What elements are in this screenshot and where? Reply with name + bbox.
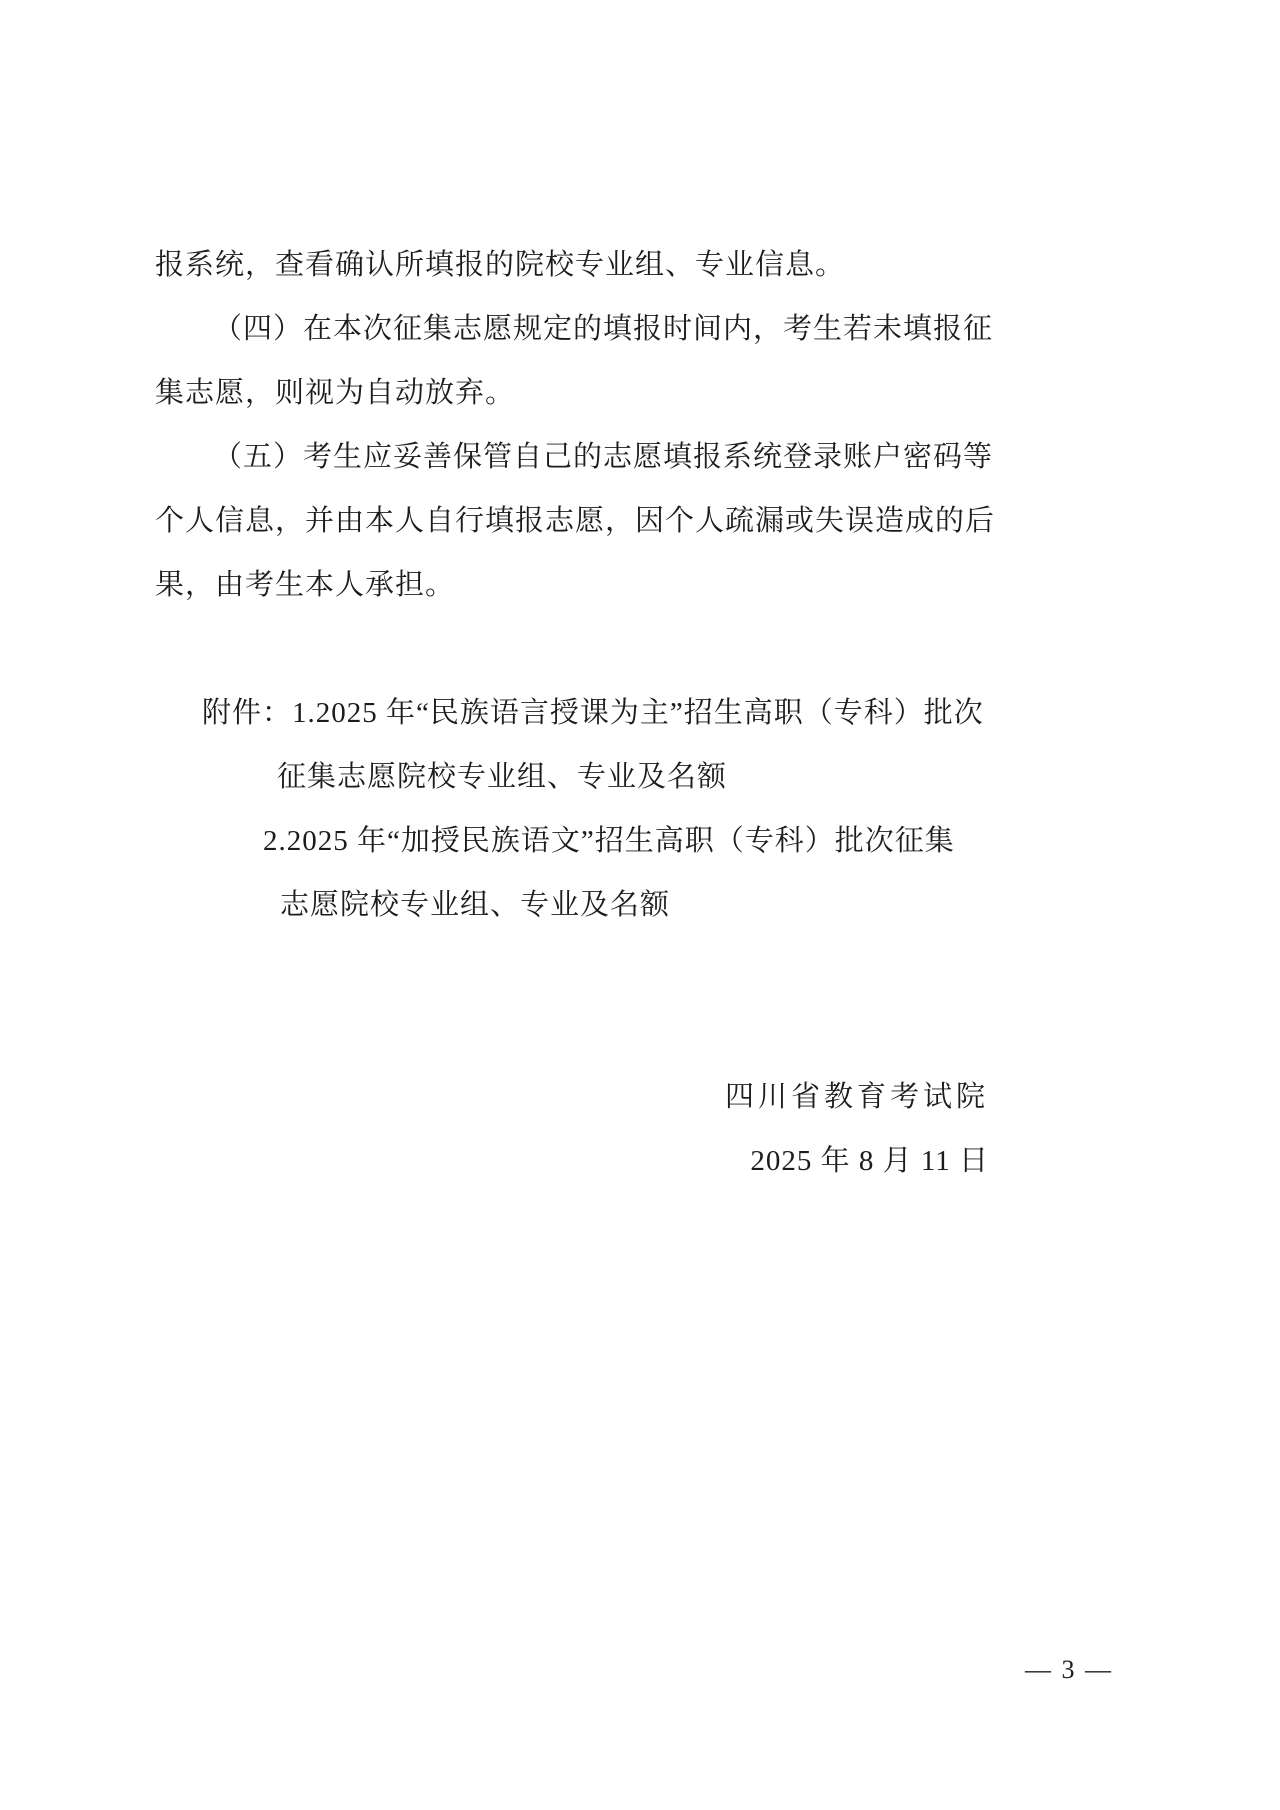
attachment-line: 2.2025 年“加授民族语文”招生高职（专科）批次征集 [263, 825, 955, 857]
body-line: 果，由考生本人承担。 [155, 569, 456, 601]
issue-date: 2025 年 8 月 11 日 [750, 1145, 989, 1177]
blank-line [155, 1001, 995, 1065]
body-line: （四）在本次征集志愿规定的填报时间内，考生若未填报征 [213, 313, 994, 345]
body-line: （五）考生应妥善保管自己的志愿填报系统登录账户密码等 [213, 441, 994, 473]
attachment-line: 征集志愿院校专业组、专业及名额 [277, 761, 728, 793]
issuer-signature: 四川省教育考试院 [724, 1081, 989, 1113]
attachment-line: 附件：1.2025 年“民族语言授课为主”招生高职（专科）批次 [202, 697, 984, 729]
blank-line [155, 617, 995, 681]
body-line: 报系统，查看确认所填报的院校专业组、专业信息。 [155, 249, 846, 281]
page-number: — 3 — [1025, 1655, 1113, 1684]
blank-line [155, 937, 995, 1001]
body-line: 集志愿，则视为自动放弃。 [155, 377, 516, 409]
body-line: 个人信息，并由本人自行填报志愿，因个人疏漏或失误造成的后 [155, 505, 996, 537]
attachment-line: 志愿院校专业组、专业及名额 [280, 889, 671, 921]
document-body [155, 233, 995, 1193]
